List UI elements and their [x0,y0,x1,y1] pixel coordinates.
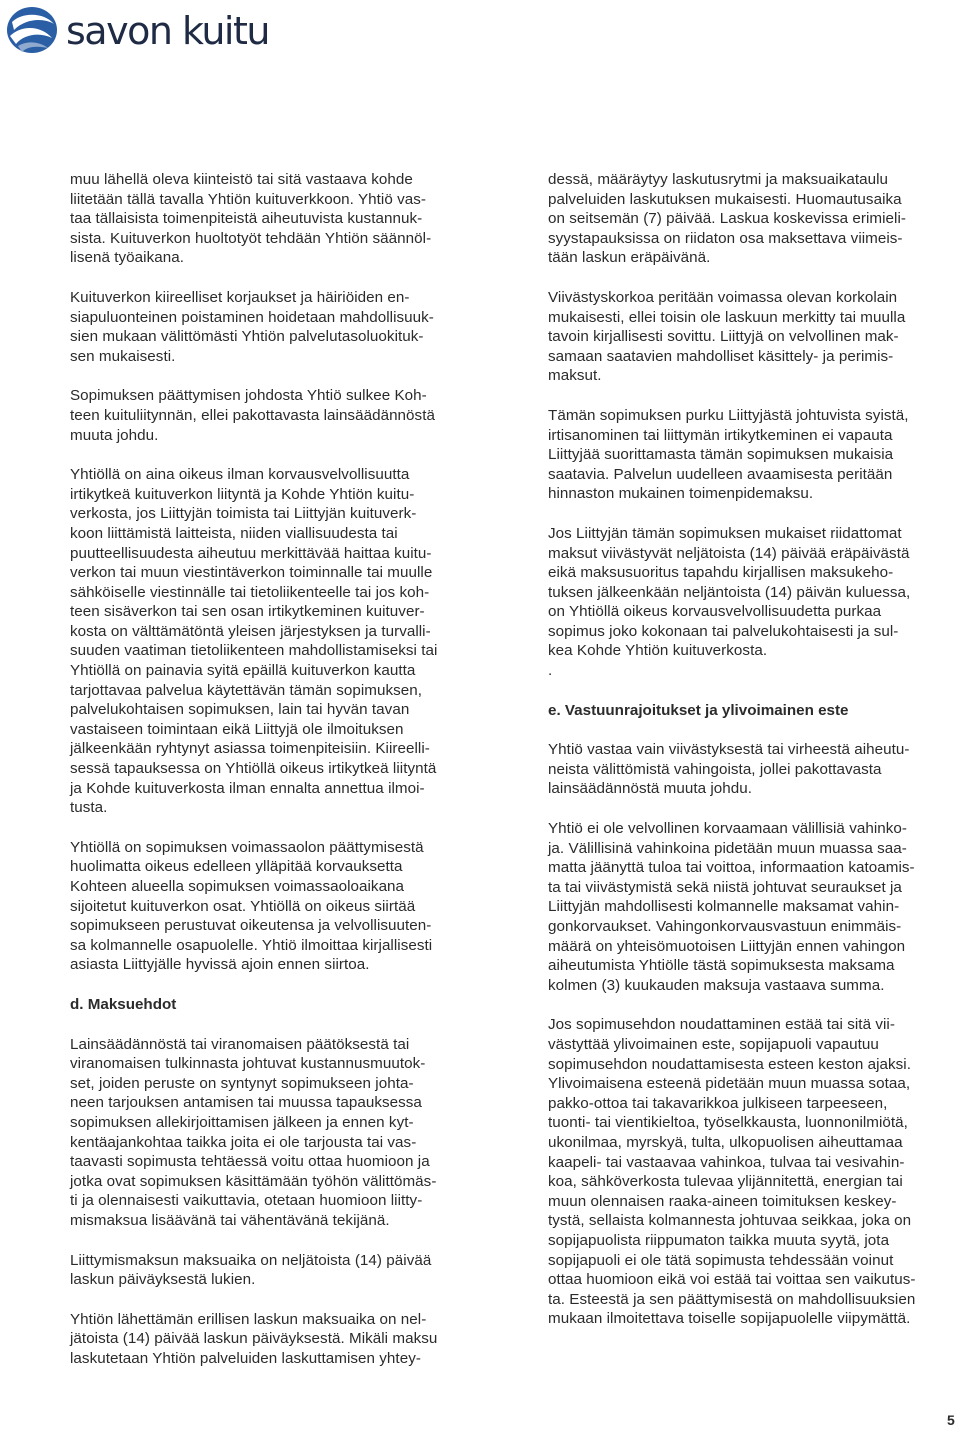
right-paragraph-3: Tämän sopimuksen purku Liittyjästä johtuvista syistä, irtisanominen tai liittymän irtikytkeminen ei vapauta Liittyjää suorittamasta tämän sopimuksen mukaisia saatavia. Palvelun uudelleen avaamisesta peritään hinnaston mukainen toimenpidemaksu. [548,406,909,503]
page-number: 5 [947,1412,955,1428]
left-column [70,170,482,1388]
right-column [548,170,960,1349]
left-paragraph-1: muu lähellä oleva kiinteistö tai sitä vastaava kohde liitetään tällä tavalla Yhtiön kuituverkkoon. Yhtiö vas- taa tällaisista toimenpiteistä aiheutuvista kustannuk- sista. Kuituverkon huoltotyöt tehdään Yhtiön säännöl- lisenä työaikana. [70,171,432,267]
section-heading-d: d. Maksuehdot [70,995,177,1013]
right-paragraph-5: Yhtiö vastaa vain viivästyksestä tai virheestä aiheutu- neista välittömistä vahingoista, jollei pakottavasta lainsäädännöstä muuta johdu. [548,741,910,798]
left-paragraph-5: Yhtiöllä on sopimuksen voimassaolon päättymisestä huolimatta oikeus edelleen ylläpitää korvauksetta Kohteen alueella sopimuksen voimassaoloaikana sijoitetut kuituverkon osat. Yhtiöllä on oikeus siirtää sopimukseen perustuvat oikeutensa ja velvollisuuten- sa kolmannelle osapuolelle. Yhtiö ilmoittaa kirjallisesti asiasta Liittyjälle hyvissä ajoin ennen siirtoa. [70,838,433,974]
savon-kuitu-swirl-icon [4,4,60,56]
brand-logo [4,4,269,56]
left-paragraph-2: Kuituverkon kiireelliset korjaukset ja häiriöiden en- siapuluonteinen poistaminen hoidetaan mahdollisuuk- sien mukaan välittömästi Yhtiön palvelutasoluokituk- sen mukaisesti. [70,288,434,365]
right-paragraph-7: Jos sopimusehdon noudattaminen estää tai sitä vii- västyttää ylivoimainen este, sopijapuoli vapautuu sopimusehdon noudattamisesta esteen keston ajaksi. Ylivoimaisena esteenä pidetään muun muassa sotaa, pakko-ottoa tai takavarikkoa julkiseen tarpeeseen, tuonti- tai vientikieltoa, työselkkausta, luonnonilmiötä, ukonilmaa, myrskyä, tulta, ulkopuolisen aiheuttamaa kaapeli- tai vastaavaa vahinkoa, tulvaa tai vesivahin- koa, sähköverkosta tulevaa ylijännitettä, energian tai muun olennaisen raaka-aineen toimituksen keskey- tystä, sellaista kolmannesta johtuvaa seikkaa, joka on sopijapuolista riippumaton taikka muuta syytä, jota sopijapuoli ei ole tätä sopimusta tehdessään voinut ottaa huomioon eikä voi estää tai voittaa sen vaikutus- ta. Esteestä ja sen päättymisestä on mahdollisuuksien mukaan ilmoitettava toiselle sopijapuolelle viipymättä. [548,1016,916,1328]
left-paragraph-4: Yhtiöllä on aina oikeus ilman korvausvelvollisuutta irtikytkeä kuituverkon liityntä ja Kohde Yhtiön kuitu- verkosta, jos Liittyjän toimista tai Liittyjän kuituverk- koon liittämistä laitteista, niiden viallisuudesta tai puutteellisuudesta aiheutuu merkittävää haittaa kuitu- verkon tai muun viestintäverkon toiminnalle tai muulle sähköiselle viestinnälle tai tietoliikenteelle tai jos koh- teen sisäverkon tai sen osan irtikytkeminen kuituver- kosta on välttämätöntä yleisen järjestyksen ja turvalli- suuden vaatiman tietoliikenteen mahdollistamiseksi tai Yhtiöllä on painavia syitä epäillä kuituverkon kautta tarjottavaa palvelua käytettävän tämän sopimuksen, palvelukohtaisen sopimuksen, lain tai hyvän tavan vastaiseen toimintaan eikä Liittyjä ole ilmoituksen jälkeenkään ryhtynyt asiassa toimenpiteisiin. Kiireelli- sessä tapauksessa on Yhtiöllä oikeus irtikytkeä liityntä ja Kohde kuituverkosta ilman ennalta annettua ilmoi- tusta. [70,466,438,817]
section-heading-e: e. Vastuunrajoitukset ja ylivoimainen este [548,701,849,719]
left-paragraph-8: Yhtiön lähettämän erillisen laskun maksuaika on nel- jätoista (14) päivää laskun päiväyksestä. Mikäli maksu laskutetaan Yhtiön palveluiden laskuttamisen yhtey- [70,1310,438,1367]
right-paragraph-1: dessä, määräytyy laskutusrytmi ja maksuaikataulu palveluiden laskutuksen mukaisesti. Huomautusaika on seitsemän (7) päivää. Laskua koskevissa erimieli- syystapauksissa on riidaton osa maksettava viimeis- tään laskun eräpäivänä. [548,171,906,267]
left-paragraph-3: Sopimuksen päättymisen johdosta Yhtiö sulkee Koh- teen kuituliitynnän, ellei pakottavasta lainsäädännöstä muuta johdu. [70,387,435,444]
logo-wordmark: savon kuitu [66,9,269,53]
right-paragraph-2: Viivästyskorkoa peritään voimassa olevan korkolain mukaisesti, ellei toisin ole laskuun merkitty tai muulla tavoin kirjallisesti sovittu. Liittyjä on velvollinen mak- samaan saatavien mahdolliset käsittely- ja perimis- maksut. [548,288,906,385]
right-paragraph-6: Yhtiö ei ole velvollinen korvaamaan välillisiä vahinko- ja. Välillisinä vahinkoina pidetään muun muassa saa- matta jäänyttä tuloa tai voittoa, informaation katoamis- ta tai viivästymistä sekä niistä johtuvat seuraukset ja Liittyjän mahdollisesti kolmannelle maksamat vahin- gonkorvaukset. Vahingonkorvausvastuun enimmäis- määrä on yhteisömuotoisen Liittyjän ennen vahingon aiheutumista Yhtiölle tästä sopimuksesta maksama kolmen (3) kuukauden maksuja vastaava summa. [548,820,915,994]
left-paragraph-7: Liittymismaksun maksuaika on neljätoista (14) päivää laskun päiväyksestä lukien. [70,1251,432,1289]
left-paragraph-6: Lainsäädännöstä tai viranomaisen päätöksestä tai viranomaisen tulkinnasta johtuvat kustannusmuutok- set, joiden peruste on syntynyt sopimukseen johta- neen tarjouksen antamisen tai muussa tapauksessa sopimuksen allekirjoittamisen jälkeen ja ennen kyt- kentäajankohtaa taikka joita ei ole tarjousta tai vas- taavasti sopimusta tehtäessä voitu ottaa huomioon ja jotka ovat sopimuksen käsittämään työhön välittömäs- ti ja olennaisesti vaikuttavia, otetaan huomioon liitty- mismaksua lisäävänä tai vähentävänä tekijänä. [70,1035,437,1229]
right-paragraph-4: Jos Liittyjän tämän sopimuksen mukaiset riidattomat maksut viivästyvät neljätoista (14) päivää eräpäivästä eikä maksusuoritus tapahdu kirjallisen maksukeho- tuksen jälkeenkään neljäntoista (14) päivän kuluessa, on Yhtiöllä oikeus korvausvelvollisuudetta purkaa sopimus joko kokonaan tai palvelukohtaisesti ja sul- kea Kohde Yhtiön kuituverkosta. . [548,524,911,680]
